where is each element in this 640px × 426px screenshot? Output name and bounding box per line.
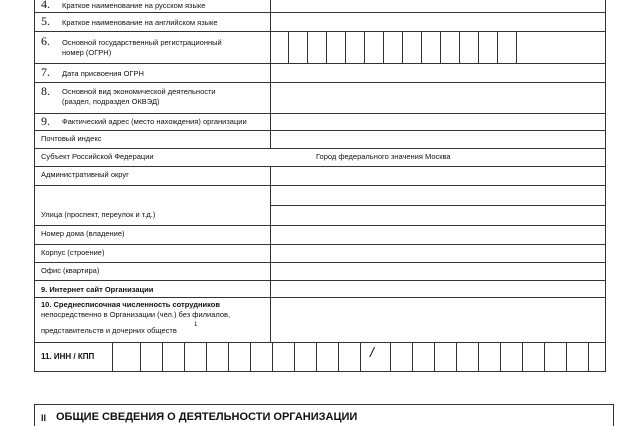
row-divider: [34, 82, 605, 83]
ogrn-cell: [383, 31, 384, 63]
field-label-headcount-line1: 10. Среднесписочная численность сотрудников: [41, 300, 220, 309]
row-divider: [34, 262, 605, 263]
row-number: 9.: [41, 114, 50, 128]
kpp-cell: [390, 342, 391, 371]
form-right-border: [605, 0, 606, 372]
row-divider: [34, 297, 605, 298]
inn-cell: [112, 342, 113, 371]
inn-kpp-separator: /: [370, 344, 374, 360]
inn-cell: [316, 342, 317, 371]
field-label-okved-line1: Основной вид экономической деятельности: [62, 87, 216, 96]
ogrn-cell: [478, 31, 479, 63]
ogrn-cell: [421, 31, 422, 63]
field-label-office: Офис (квартира): [41, 266, 100, 275]
ogrn-cell: [440, 31, 441, 63]
row-divider: [34, 244, 605, 245]
kpp-cell: [412, 342, 413, 371]
kpp-cell: [566, 342, 567, 371]
inn-cell: [184, 342, 185, 371]
kpp-cell: [456, 342, 457, 371]
row-divider: [34, 130, 605, 131]
column-divider: [270, 297, 271, 342]
column-divider: [270, 166, 271, 297]
ogrn-cell: [364, 31, 365, 63]
section-box-top: [34, 404, 614, 405]
row-divider: [34, 148, 605, 149]
kpp-cell: [544, 342, 545, 371]
row-divider: [34, 31, 605, 32]
row-number: 4.: [41, 0, 50, 11]
field-label-headcount-line2: непосредственно в Организации (чел.) без филиалов,: [41, 310, 231, 319]
field-label-building: Корпус (строение): [41, 248, 105, 257]
inn-cell: [360, 342, 361, 371]
field-label-house: Номер дома (владение): [41, 229, 125, 238]
inn-cell: [250, 342, 251, 371]
kpp-cell: [588, 342, 589, 371]
ogrn-cell: [516, 31, 517, 63]
inn-cell: [140, 342, 141, 371]
row-divider: [34, 12, 605, 13]
inn-cell: [162, 342, 163, 371]
inn-cell: [206, 342, 207, 371]
form-left-border: [34, 0, 35, 372]
row-divider: [34, 371, 605, 372]
field-label-headcount-line3: представительств и дочерних обществ: [41, 326, 177, 335]
ogrn-cell: [307, 31, 308, 63]
field-label-short-name-en: Краткое наименование на английском языке: [62, 18, 218, 27]
field-label-district: Административный округ: [41, 170, 129, 179]
section-number: II: [41, 413, 47, 423]
kpp-cell: [478, 342, 479, 371]
row-divider: [34, 342, 605, 343]
ogrn-cell: [402, 31, 403, 63]
field-label-ogrn-line1: Основной государственный регистрационный: [62, 38, 222, 47]
field-label-short-name-ru: Краткое наименование на русском языке: [62, 1, 206, 10]
row-divider: [270, 205, 605, 206]
row-divider: [34, 280, 605, 281]
field-label-actual-address: Фактический адрес (место нахождения) организации: [62, 117, 247, 126]
row-number: 6.: [41, 34, 50, 48]
kpp-cell: [522, 342, 523, 371]
field-label-okved-line2: (раздел, подраздел ОКВЭД): [62, 97, 160, 106]
section-box-left: [34, 404, 35, 426]
section-title: ОБЩИЕ СВЕДЕНИЯ О ДЕЯТЕЛЬНОСТИ ОРГАНИЗАЦИИ: [56, 411, 358, 423]
row-divider: [34, 113, 605, 114]
row-divider: [34, 225, 605, 226]
footnote-marker: 1: [194, 322, 198, 328]
inn-cell: [272, 342, 273, 371]
field-label-postal-index: Почтовый индекс: [41, 134, 102, 143]
ogrn-cell: [326, 31, 327, 63]
city-note: Город федерального значения Москва: [316, 152, 451, 161]
field-label-street: Улица (проспект, переулок и т.д.): [41, 210, 156, 219]
ogrn-cell: [345, 31, 346, 63]
field-label-ogrn-line2: номер (ОГРН): [62, 48, 112, 57]
row-number: 7.: [41, 65, 50, 79]
field-label-ogrn-date: Дата присвоения ОГРН: [62, 69, 144, 78]
ogrn-cell: [497, 31, 498, 63]
row-number: 5.: [41, 14, 50, 28]
inn-cell: [228, 342, 229, 371]
row-divider: [34, 166, 605, 167]
column-divider: [270, 130, 271, 148]
ogrn-cell: [288, 31, 289, 63]
row-divider: [34, 63, 605, 64]
section-box-right: [613, 404, 614, 426]
row-number: 8.: [41, 84, 50, 98]
column-divider: [270, 0, 271, 130]
field-label-website: 9. Интернет сайт Организации: [41, 285, 154, 294]
kpp-cell: [434, 342, 435, 371]
inn-cell: [294, 342, 295, 371]
row-divider: [34, 185, 605, 186]
kpp-cell: [500, 342, 501, 371]
inn-cell: [338, 342, 339, 371]
field-label-subject: Субъект Российской Федерации: [41, 152, 154, 161]
field-label-inn-kpp: 11. ИНН / КПП: [41, 352, 95, 361]
ogrn-cell: [459, 31, 460, 63]
